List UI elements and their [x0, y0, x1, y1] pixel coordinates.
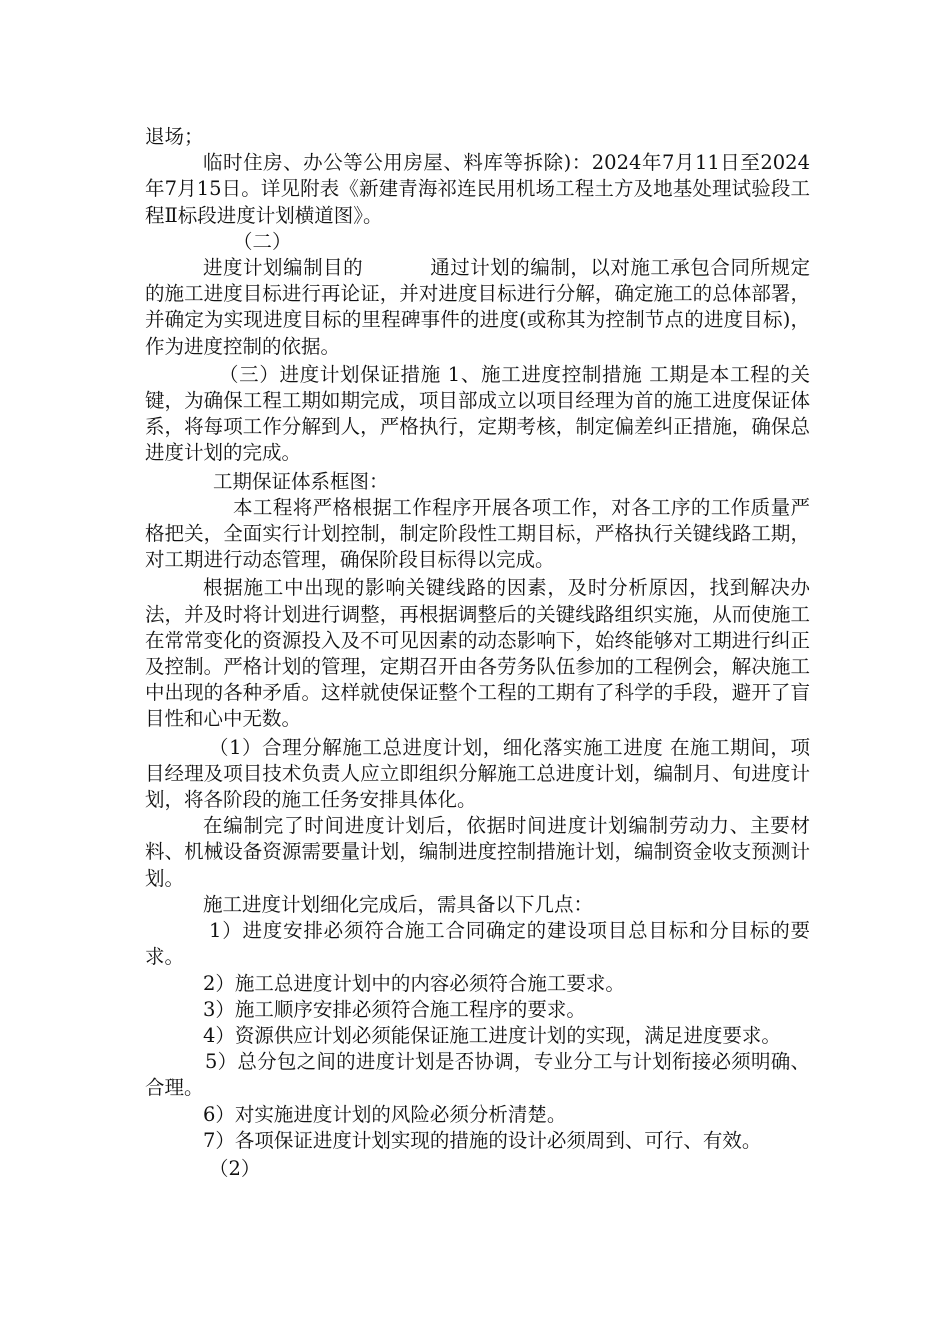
- paragraph-7: 本工程将严格根据工作程序开展各项工作，对各工序的工作质量严格把关，全面实行计划控制，制定阶段性工期目标，严格执行关键线路工期，对工期进行动态管理，确保阶段目标得以完成。: [145, 495, 810, 572]
- paragraph-9: （1）合理分解施工总进度计划，细化落实施工进度 在施工期间，项目经理及项目技术负责人应立即组织分解施工总进度计划，编制月、旬进度计划，将各阶段的施工任务安排具体化。: [145, 735, 810, 812]
- paragraph-16: 5）总分包之间的进度计划是否协调，专业分工与计划衔接必须明确、合理。: [145, 1050, 810, 1100]
- paragraph-17: 6）对实施进度计划的风险必须分析清楚。: [203, 1102, 567, 1126]
- paragraph-18: 7）各项保证进度计划实现的措施的设计必须周到、可行、有效。: [203, 1128, 762, 1152]
- paragraph-15: 4）资源供应计划必须能保证施工进度计划的实现，满足进度要求。: [203, 1023, 781, 1047]
- paragraph-19: （2）: [209, 1156, 261, 1180]
- paragraph-6: 工期保证体系框图：: [213, 469, 389, 493]
- paragraph-14: 3）施工顺序安排必须符合施工程序的要求。: [203, 997, 586, 1021]
- paragraph-2: 临时住房、办公等公用房屋、料库等拆除)：2024年7月11日至2024年7月15日。详见附表《新建青海祁连民用机场工程土方及地基处理试验段工程Ⅱ标段进度计划横道图》。: [145, 151, 810, 227]
- paragraph-4: 进度计划编制目的 通过计划的编制，以对施工承包合同所规定的施工进度目标进行再论证，并对进度目标进行分解，确定施工的总体部署，并确定为实现进度目标的里程碑事件的进度(或称其为控制节点的进度目标)，作为进度控制的依据。: [145, 256, 810, 358]
- paragraph-8: 根据施工中出现的影响关键线路的因素，及时分析原因，找到解决办法，并及时将计划进行调整，再根据调整后的关键线路组织实施，从而使施工在常常变化的资源投入及不可见因素的动态影响下，始终能够对工期进行纠正及控制。严格计划的管理，定期召开由各劳务队伍参加的工程例会，解决施工中出现的各种矛盾。这样就使保证整个工程的工期有了科学的手段，避开了盲目性和心中无数。: [145, 576, 810, 731]
- paragraph-12: 1）进度安排必须符合施工合同确定的建设项目总目标和分目标的要求。: [145, 919, 810, 969]
- paragraph-10: 在编制完了时间进度计划后，依据时间进度计划编制劳动力、主要材料、机械设备资源需要量计划，编制进度控制措施计划，编制资金收支预测计划。: [145, 814, 810, 890]
- paragraph-13: 2）施工总进度计划中的内容必须符合施工要求。: [203, 971, 625, 995]
- paragraph-1: 退场；: [145, 125, 204, 148]
- paragraph-11: 施工进度计划细化完成后，需具备以下几点：: [203, 892, 594, 916]
- document-body: [145, 124, 810, 1182]
- paragraph-3: （二）: [233, 229, 292, 253]
- paragraph-5: （三）进度计划保证措施 1、施工进度控制措施 工期是本工程的关键，为确保工程工期如期完成，项目部成立以项目经理为首的施工进度保证体系，将每项工作分解到人，严格执行，定期考核，制定偏差纠正措施，确保总进度计划的完成。: [145, 362, 810, 465]
